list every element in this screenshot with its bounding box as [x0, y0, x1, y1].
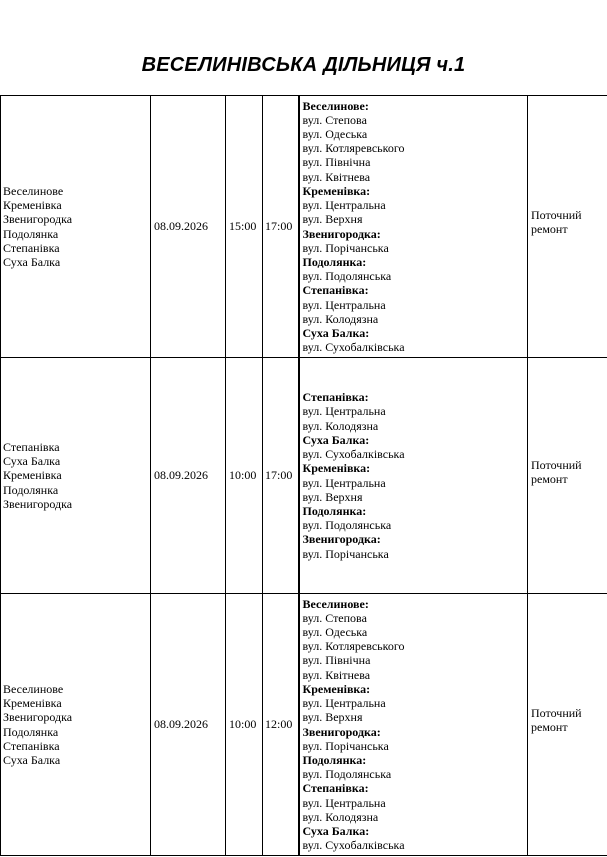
street-name: вул. Сухобалківська	[302, 838, 405, 853]
village-name: Звенигородка	[3, 212, 73, 227]
street-name: вул. Котляревського	[302, 141, 405, 156]
street-name: вул. Колодязна	[302, 311, 379, 326]
street-name: вул. Сухобалківська	[302, 340, 405, 355]
street-name: вул. Верхня	[302, 212, 363, 227]
settlement-heading: Степанівка:	[302, 781, 369, 796]
street-name: вул. Квітнева	[302, 169, 371, 184]
village-name: Кременівка	[3, 468, 62, 483]
work-type-label: Поточний ремонт	[531, 208, 582, 237]
villages-cell	[1, 358, 151, 594]
table-row	[1, 594, 607, 856]
settlement-heading: Звенигородка:	[302, 532, 381, 547]
work-type-cell	[528, 96, 607, 358]
street-name: вул. Порічанська	[302, 240, 389, 255]
settlement-heading: Подолянка:	[302, 752, 367, 767]
village-name: Кременівка	[3, 198, 62, 213]
village-name: Степанівка	[3, 439, 60, 454]
village-name: Кременівка	[3, 696, 62, 711]
work-type-label: Поточний ремонт	[531, 706, 582, 735]
village-name: Суха Балка	[3, 254, 61, 269]
village-name: Звенигородка	[3, 496, 73, 511]
streets-cell	[299, 594, 528, 856]
work-type-cell	[528, 594, 607, 856]
end-time-cell: 12:00	[263, 594, 299, 856]
villages-cell	[1, 96, 151, 358]
street-name: вул. Подолянська	[302, 269, 392, 284]
settlement-heading: Суха Балка:	[302, 325, 370, 340]
page-title: ВЕСЕЛИНІВСЬКА ДІЛЬНИЦЯ ч.1	[141, 54, 466, 76]
street-name: вул. Одеська	[302, 127, 368, 142]
settlement-heading: Звенигородка:	[302, 226, 381, 241]
street-name: вул. Порічанська	[302, 546, 389, 561]
street-name: вул. Центральна	[302, 475, 386, 490]
date-cell: 08.09.2026	[151, 96, 226, 358]
street-name: вул. Верхня	[302, 489, 363, 504]
village-name: Суха Балка	[3, 454, 61, 469]
settlement-heading: Подолянка:	[302, 254, 367, 269]
street-name: вул. Верхня	[302, 710, 363, 725]
village-name: Веселинове	[3, 183, 64, 198]
street-name: вул. Північна	[302, 653, 371, 668]
street-name: вул. Центральна	[302, 404, 386, 419]
street-name: вул. Північна	[302, 155, 371, 170]
street-name: вул. Центральна	[302, 696, 386, 711]
settlement-heading: Кременівка:	[302, 461, 371, 476]
street-name: вул. Центральна	[302, 795, 386, 810]
start-time-cell: 15:00	[226, 96, 263, 358]
settlement-heading: Веселинове:	[302, 98, 369, 113]
streets-cell	[299, 358, 528, 594]
street-name: вул. Центральна	[302, 297, 386, 312]
settlement-heading: Суха Балка:	[302, 432, 370, 447]
street-name: вул. Степова	[302, 112, 367, 127]
village-name: Веселинове	[3, 681, 64, 696]
village-name: Звенигородка	[3, 710, 73, 725]
village-name: Степанівка	[3, 738, 60, 753]
settlement-heading: Подолянка:	[302, 503, 367, 518]
street-name: вул. Степова	[302, 610, 367, 625]
street-name: вул. Квітнева	[302, 667, 371, 682]
start-time-cell: 10:00	[226, 594, 263, 856]
settlement-heading: Кременівка:	[302, 183, 371, 198]
settlement-heading: Кременівка:	[302, 681, 371, 696]
settlement-heading: Веселинове:	[302, 596, 369, 611]
end-time-cell: 17:00	[263, 96, 299, 358]
street-name: вул. Колодязна	[302, 418, 379, 433]
village-name: Подолянка	[3, 482, 59, 497]
table-row	[1, 358, 607, 594]
work-type-cell	[528, 358, 607, 594]
villages-cell	[1, 594, 151, 856]
street-name: вул. Одеська	[302, 625, 368, 640]
start-time-cell: 10:00	[226, 358, 263, 594]
street-name: вул. Подолянська	[302, 767, 392, 782]
date-cell: 08.09.2026	[151, 594, 226, 856]
end-time-cell: 17:00	[263, 358, 299, 594]
village-name: Степанівка	[3, 240, 60, 255]
settlement-heading: Суха Балка:	[302, 823, 370, 838]
streets-cell	[299, 96, 528, 358]
table-row	[1, 96, 607, 358]
street-name: вул. Подолянська	[302, 518, 392, 533]
work-type-label: Поточний ремонт	[531, 458, 582, 487]
street-name: вул. Сухобалківська	[302, 447, 405, 462]
street-name: вул. Колодязна	[302, 809, 379, 824]
street-name: вул. Порічанська	[302, 738, 389, 753]
settlement-heading: Степанівка:	[302, 283, 369, 298]
street-name: вул. Центральна	[302, 198, 386, 213]
village-name: Суха Балка	[3, 752, 61, 767]
settlement-heading: Звенигородка:	[302, 724, 381, 739]
village-name: Подолянка	[3, 226, 59, 241]
date-cell: 08.09.2026	[151, 358, 226, 594]
village-name: Подолянка	[3, 724, 59, 739]
street-name: вул. Котляревського	[302, 639, 405, 654]
outage-schedule-table	[0, 95, 607, 856]
settlement-heading: Степанівка:	[302, 390, 369, 405]
